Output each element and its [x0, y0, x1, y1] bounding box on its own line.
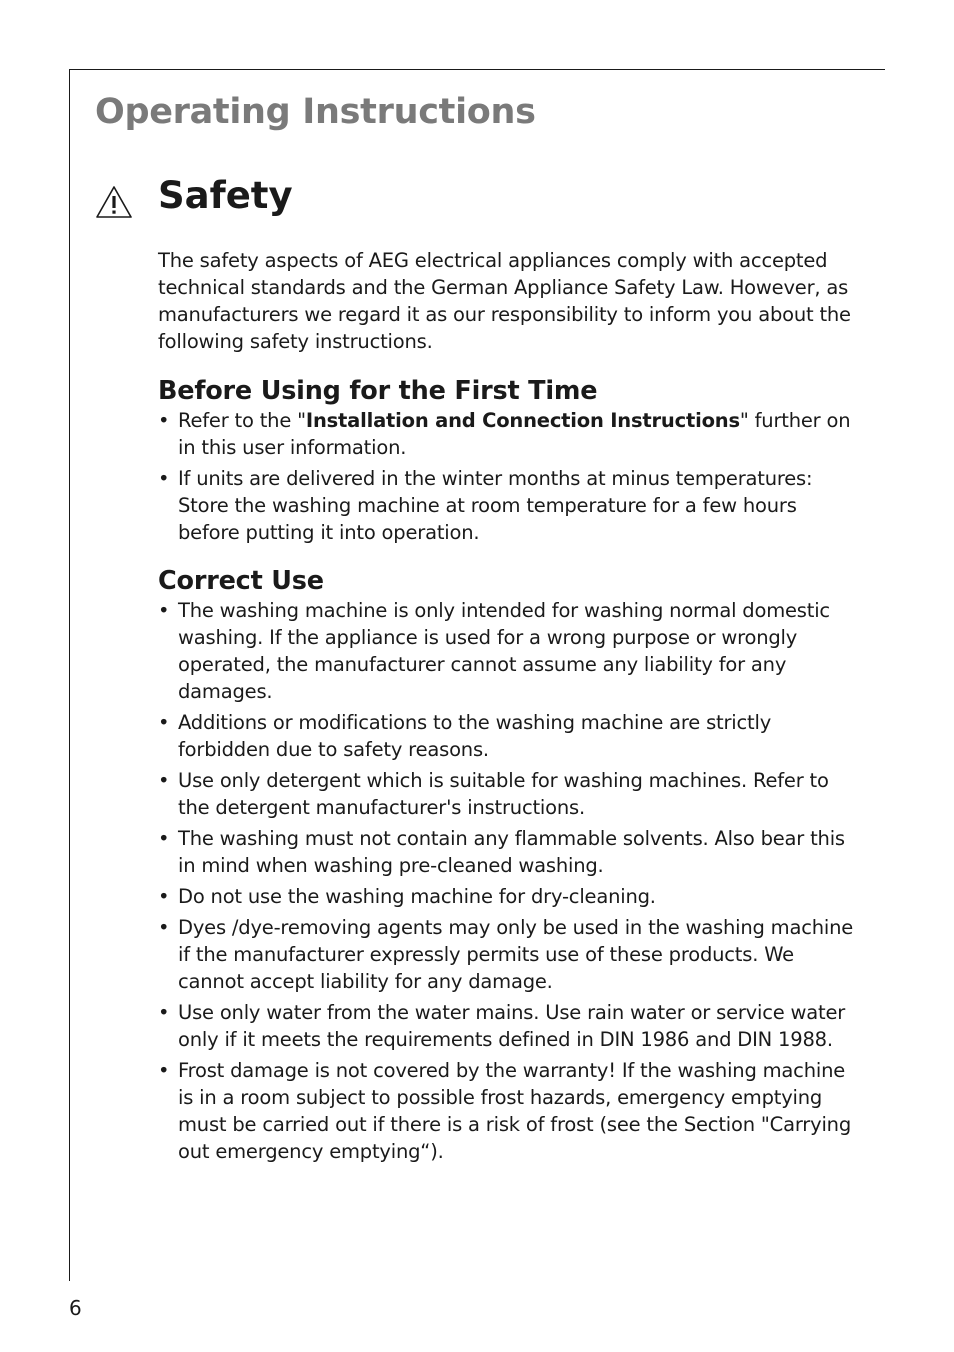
- heading-before-first-use: Before Using for the First Time: [158, 376, 598, 406]
- bold-reference: Installation and Connection Instructions: [305, 409, 740, 432]
- list-item: • The washing must not contain any flammable solvents. Also bear this in mind when washing pre-cleaned washing.: [158, 827, 845, 877]
- correct-use-list: [158, 597, 858, 1165]
- bullet-icon: •: [158, 827, 170, 850]
- list-item: • Use only water from the water mains. Use rain water or service water only if it meets the requirements defined in DIN 1986 and DIN 1988.: [158, 1001, 846, 1051]
- list-item: • Do not use the washing machine for dry-cleaning.: [158, 885, 656, 908]
- content-area: [158, 247, 858, 1169]
- bullet-icon: •: [158, 409, 170, 432]
- section-title: Operating Instructions: [95, 92, 536, 132]
- intro-paragraph: The safety aspects of AEG electrical appliances comply with accepted technical standards and the German Appliance Safety Law. However, as manufacturers we regard it as our responsibility to inform you about the following safety instructions.: [158, 249, 851, 353]
- bullet-icon: •: [158, 711, 170, 734]
- page-number: 6: [69, 1296, 82, 1320]
- list-item: • Refer to the "Installation and Connection Instructions" further on in this user information.: [158, 409, 851, 459]
- bullet-icon: •: [158, 1059, 170, 1082]
- list-item: • Frost damage is not covered by the warranty! If the washing machine is in a room subject to possible frost hazards, emergency emptying must be carried out if there is a risk of frost (see the Section "Carrying out emergency emptying“).: [158, 1059, 852, 1163]
- page-title: Safety: [158, 174, 293, 217]
- bullet-icon: •: [158, 467, 170, 490]
- list-item: • If units are delivered in the winter months at minus temperatures: Store the washing machine at room temperature for a few hours before putting it into operation.: [158, 467, 813, 544]
- bullet-icon: •: [158, 769, 170, 792]
- bullet-icon: •: [158, 885, 170, 908]
- before-first-use-list: [158, 407, 858, 546]
- top-rule: [69, 69, 885, 70]
- bullet-icon: •: [158, 1001, 170, 1024]
- list-item: • The washing machine is only intended for washing normal domestic washing. If the appliance is used for a wrong purpose or wrongly operated, the manufacturer cannot assume any liability for any damages.: [158, 599, 830, 703]
- bullet-icon: •: [158, 599, 170, 622]
- warning-triangle-icon: [95, 185, 133, 219]
- bullet-icon: •: [158, 916, 170, 939]
- left-rule: [69, 69, 70, 1281]
- list-item: • Additions or modifications to the washing machine are strictly forbidden due to safety reasons.: [158, 711, 772, 761]
- heading-correct-use: Correct Use: [158, 566, 324, 596]
- list-item: • Use only detergent which is suitable for washing machines. Refer to the detergent manufacturer's instructions.: [158, 769, 829, 819]
- list-item: • Dyes /dye-removing agents may only be used in the washing machine if the manufacturer expressly permits use of these products. We cannot accept liability for any damage.: [158, 916, 854, 993]
